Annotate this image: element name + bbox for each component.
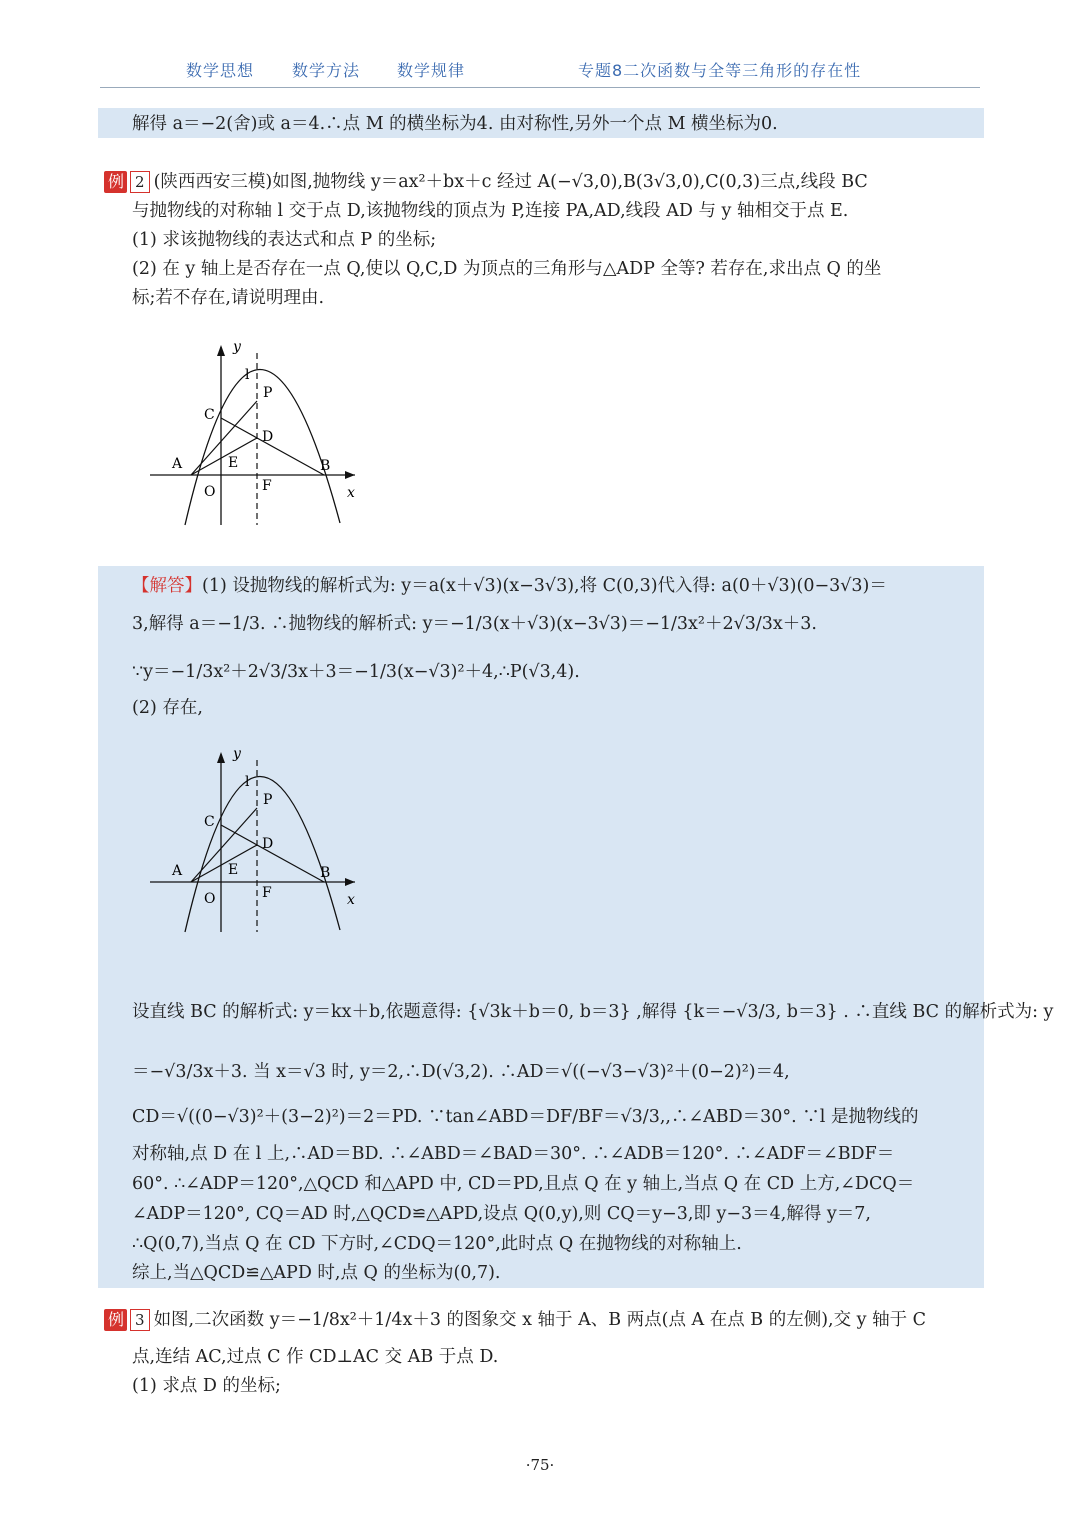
example-tag: 例 [104,1309,127,1331]
label-A: A [172,456,183,472]
solution-text-1: (1) 设抛物线的解析式为: y＝a(x＋√3)(x−3√3),将 C(0,3)代入得: a(0＋√3)(0−3√3)＝ [202,576,887,596]
label-x-axis: x [347,485,355,501]
example-tag: 例 [104,171,127,193]
label-P: P [263,792,273,808]
example-2-question-1: (1) 求该抛物线的表达式和点 P 的坐标; [132,230,437,250]
solution-line-4: (2) 存在, [132,698,203,718]
label-E: E [228,455,239,471]
header-item-thought: 数学思想 [186,61,255,80]
example-3-line-2: 点,连结 AC,过点 C 作 CD⊥AC 交 AB 于点 D. [132,1347,499,1367]
example-3-line-1 [104,1308,926,1332]
label-B: B [320,865,331,881]
label-C: C [204,814,215,830]
example-number: 2 [130,171,150,193]
label-F: F [262,478,272,494]
label-P: P [263,385,273,401]
solution-line-12: 综上,当△QCD≌△APD 时,点 Q 的坐标为(0,7). [132,1263,501,1283]
solution-label: 【解答】 [132,576,202,596]
solution-line-11: ∴Q(0,7),当点 Q 在 CD 下方时,∠CDQ＝120°,此时点 Q 在抛物线的对称轴上. [132,1234,742,1254]
label-y-axis: y [233,339,241,355]
header-item-rule: 数学规律 [397,61,466,80]
label-F: F [262,885,272,901]
solution-line-2: 3,解得 a＝−1/3. ∴抛物线的解析式: y＝−1/3(x＋√3)(x−3√3)＝−1/3x²＋2√3/3x＋3. [132,614,817,634]
example-2-question-2-cont: 标;若不存在,请说明理由. [132,288,325,308]
page-number: ·75· [525,1456,555,1474]
label-B: B [320,458,331,474]
solution-line-5: 设直线 BC 的解析式: y＝kx＋b,依题意得: {√3k＋b＝0, b＝3} ,解得 {k＝−√3/3, b＝3} . ∴直线 BC 的解析式为: y [132,1002,1054,1022]
example-number: 3 [130,1309,150,1331]
label-l: l [245,774,250,790]
label-O: O [204,484,216,500]
parabola-figure-2 [140,742,370,942]
parabola-figure-1 [140,335,370,535]
solution-line-9: 60°. ∴∠ADP＝120°,△QCD 和△APD 中, CD＝PD,且点 Q 在 y 轴上,当点 Q 在 CD 上方,∠DCQ＝ [132,1174,915,1194]
label-x-axis: x [347,892,355,908]
solution-line-8: 对称轴,点 D 在 l 上,∴AD＝BD. ∴∠ABD＝∠BAD＝30°. ∴∠ADB＝120°. ∴∠ADF＝∠BDF＝ [132,1144,895,1164]
example-2-line-1 [104,170,868,194]
header-item-method: 数学方法 [292,61,361,80]
solution-line-1 [132,574,887,598]
label-O: O [204,891,216,907]
example-2-text: (陕西西安三模)如图,抛物线 y＝ax²＋bx＋c 经过 A(−√3,0),B(3√3,0),C(0,3)三点,线段 BC [153,172,868,192]
solution-line-3: ∵y＝−1/3x²＋2√3/3x＋3＝−1/3(x−√3)²＋4,∴P(√3,4). [132,662,580,682]
solution-line-7: CD＝√((0−√3)²＋(3−2)²)＝2＝PD. ∵tan∠ABD＝DF/BF＝√3/3,,∴∠ABD＝30°. ∵l 是抛物线的 [132,1107,919,1127]
label-y-axis: y [233,746,241,762]
example-3-text: 如图,二次函数 y＝−1/8x²＋1/4x＋3 的图象交 x 轴于 A、B 两点(点 A 在点 B 的左侧),交 y 轴于 C [153,1310,927,1330]
prev-solution-text: 解得 a＝−2(舍)或 a＝4.∴点 M 的横坐标为4. 由对称性,另外一个点 M 横坐标为0. [132,114,778,134]
label-C: C [204,407,215,423]
label-D: D [262,429,274,445]
example-2-question-2: (2) 在 y 轴上是否存在一点 Q,使以 Q,C,D 为顶点的三角形与△ADP 全等? 若存在,求出点 Q 的坐 [132,259,882,279]
label-D: D [262,836,274,852]
header-chapter-title: 专题8二次函数与全等三角形的存在性 [578,61,862,80]
solution-line-10: ∠ADP＝120°, CQ＝AD 时,△QCD≌△APD,设点 Q(0,y),则 CQ＝y−3,即 y−3＝4,解得 y＝7, [132,1204,871,1224]
label-A: A [172,863,183,879]
example-2-line-2: 与抛物线的对称轴 l 交于点 D,该抛物线的顶点为 P,连接 PA,AD,线段 AD 与 y 轴相交于点 E. [132,201,849,221]
page-header [0,58,1080,84]
header-divider [100,87,980,88]
label-E: E [228,862,239,878]
example-3-question-1: (1) 求点 D 的坐标; [132,1376,281,1396]
label-l: l [245,367,250,383]
solution-line-6: ＝−√3/3x＋3. 当 x＝√3 时, y＝2,∴D(√3,2). ∴AD＝√((−√3−√3)²＋(0−2)²)＝4, [132,1062,790,1082]
